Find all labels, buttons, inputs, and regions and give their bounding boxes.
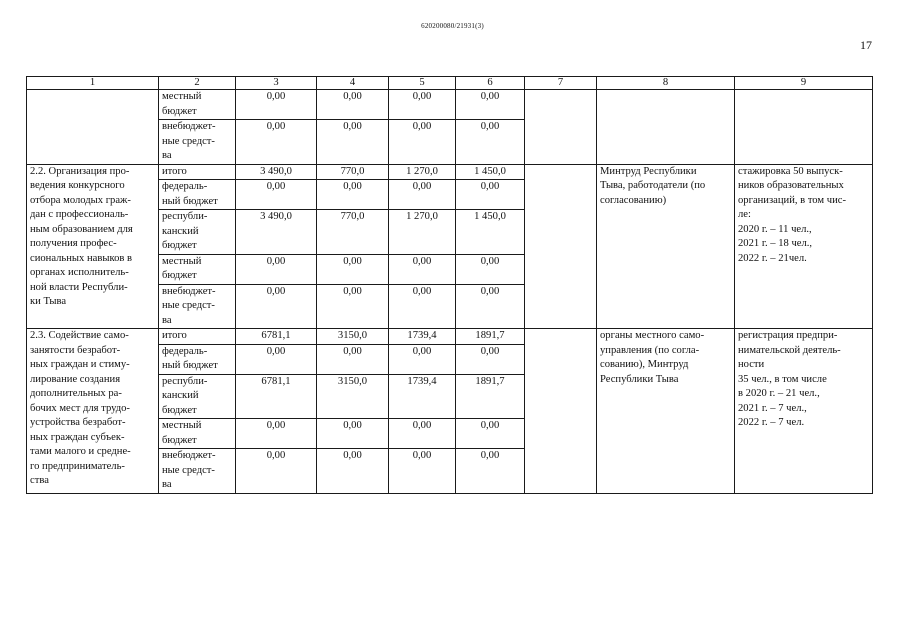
funding-source-cell: республи- канский бюджет — [159, 374, 236, 419]
amount-cell: 0,00 — [236, 120, 317, 165]
result-cell: стажировка 50 выпуск- ников образовательных организаций, в том чис- ле: 2020 г. – 11 чел., 2021 г. – 18 чел., 2022 г. – 21чел. — [735, 164, 873, 329]
amount-cell: 6781,1 — [236, 329, 317, 345]
page-number: 17 — [860, 38, 872, 52]
amount-cell: 0,00 — [317, 344, 389, 374]
amount-cell: 770,0 — [317, 164, 389, 180]
column-number-row — [27, 77, 873, 90]
funding-source-cell: внебюджет- ные средст- ва — [159, 449, 236, 494]
executor-cell: органы местного само- управления (по согла- сованию), Минтруд Республики Тыва — [597, 329, 735, 494]
amount-cell: 3 490,0 — [236, 210, 317, 255]
funding-source-cell: внебюджет- ные средст- ва — [159, 120, 236, 165]
funding-source-cell: итого — [159, 329, 236, 345]
measure-title-cell: 2.3. Содействие само- занятости безработ- ных граждан и стиму- лирование создания дополнительных ра- бочих мест для трудо- устройства безработ- ных граждан субъек- тами малого и средне- го предприниматель- ства — [27, 329, 159, 494]
funding-source-cell: федераль- ный бюджет — [159, 344, 236, 374]
funding-source-cell: республи- канский бюджет — [159, 210, 236, 255]
amount-cell: 3150,0 — [317, 329, 389, 345]
column-number: 2 — [159, 77, 236, 90]
amount-cell: 0,00 — [317, 449, 389, 494]
amount-cell: 1 270,0 — [389, 164, 456, 180]
amount-cell: 0,00 — [389, 284, 456, 329]
funding-source-cell: итого — [159, 164, 236, 180]
amount-cell: 0,00 — [236, 90, 317, 120]
amount-cell: 0,00 — [236, 180, 317, 210]
amount-cell: 3150,0 — [317, 374, 389, 419]
amount-cell: 0,00 — [389, 419, 456, 449]
amount-cell: 0,00 — [317, 284, 389, 329]
amount-cell: 0,00 — [389, 90, 456, 120]
result-cell — [735, 90, 873, 165]
result-cell: регистрация предпри- нимательской деятель- ности 35 чел., в том числе в 2020 г. – 21 чел., 2021 г. – 7 чел., 2022 г. – 7 чел. — [735, 329, 873, 494]
amount-cell: 0,00 — [456, 284, 525, 329]
measure-title-cell — [27, 90, 159, 165]
funding-source-cell: местный бюджет — [159, 419, 236, 449]
executor-cell: Минтруд Республики Тыва, работодатели (по согласованию) — [597, 164, 735, 329]
table-row — [27, 164, 873, 180]
amount-cell: 0,00 — [456, 90, 525, 120]
funding-source-cell: местный бюджет — [159, 90, 236, 120]
funding-source-cell: федераль- ный бюджет — [159, 180, 236, 210]
measure-title-cell: 2.2. Организация про- ведения конкурсного отбора молодых граж- дан с профессиональ- ным образованием для получения профес- сиональных навыков в органах исполнитель- ной власти Республи- ки Тыва — [27, 164, 159, 329]
column-number: 1 — [27, 77, 159, 90]
column-number: 5 — [389, 77, 456, 90]
amount-cell: 1739,4 — [389, 329, 456, 345]
amount-cell: 0,00 — [236, 284, 317, 329]
executor-cell — [597, 90, 735, 165]
amount-cell: 0,00 — [456, 449, 525, 494]
column-number: 4 — [317, 77, 389, 90]
amount-cell: 0,00 — [317, 254, 389, 284]
amount-cell: 0,00 — [236, 254, 317, 284]
program-table — [26, 76, 873, 494]
document-code: 620200080/21931(3) — [421, 22, 484, 30]
amount-cell: 0,00 — [317, 419, 389, 449]
column-number: 8 — [597, 77, 735, 90]
funding-source-cell: местный бюджет — [159, 254, 236, 284]
amount-cell: 0,00 — [456, 120, 525, 165]
amount-cell: 1 450,0 — [456, 164, 525, 180]
column-7-cell — [525, 164, 597, 329]
amount-cell: 1 270,0 — [389, 210, 456, 255]
amount-cell: 3 490,0 — [236, 164, 317, 180]
amount-cell: 1891,7 — [456, 329, 525, 345]
column-number: 6 — [456, 77, 525, 90]
amount-cell: 0,00 — [456, 254, 525, 284]
amount-cell: 0,00 — [236, 449, 317, 494]
column-7-cell — [525, 90, 597, 165]
amount-cell: 770,0 — [317, 210, 389, 255]
amount-cell: 0,00 — [456, 344, 525, 374]
amount-cell: 6781,1 — [236, 374, 317, 419]
amount-cell: 0,00 — [236, 419, 317, 449]
amount-cell: 0,00 — [456, 180, 525, 210]
amount-cell: 0,00 — [317, 180, 389, 210]
amount-cell: 0,00 — [236, 344, 317, 374]
table-row — [27, 329, 873, 345]
amount-cell: 0,00 — [389, 254, 456, 284]
column-number: 7 — [525, 77, 597, 90]
amount-cell: 0,00 — [389, 180, 456, 210]
amount-cell: 0,00 — [389, 449, 456, 494]
funding-source-cell: внебюджет- ные средст- ва — [159, 284, 236, 329]
table-row — [27, 90, 873, 120]
amount-cell: 0,00 — [389, 120, 456, 165]
column-number: 3 — [236, 77, 317, 90]
column-7-cell — [525, 329, 597, 494]
amount-cell: 0,00 — [317, 90, 389, 120]
amount-cell: 0,00 — [456, 419, 525, 449]
amount-cell: 1 450,0 — [456, 210, 525, 255]
amount-cell: 1891,7 — [456, 374, 525, 419]
column-number: 9 — [735, 77, 873, 90]
amount-cell: 0,00 — [389, 344, 456, 374]
amount-cell: 1739,4 — [389, 374, 456, 419]
amount-cell: 0,00 — [317, 120, 389, 165]
